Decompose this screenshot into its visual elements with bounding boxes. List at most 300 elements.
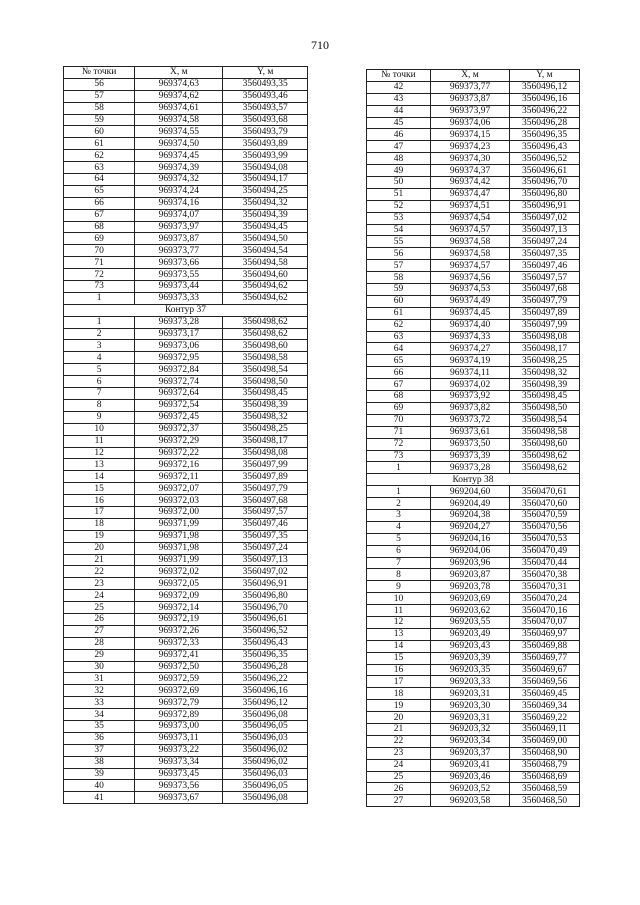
y-coordinate-cell: 3560496,12 bbox=[223, 697, 308, 709]
x-coordinate-cell: 969374,16 bbox=[135, 197, 223, 209]
point-number-cell: 12 bbox=[64, 447, 135, 459]
table-row bbox=[367, 676, 580, 688]
point-number-cell: 58 bbox=[367, 272, 431, 284]
table-row bbox=[64, 257, 308, 269]
y-coordinate-cell: 3560468,90 bbox=[510, 747, 580, 759]
y-coordinate-cell: 3560498,50 bbox=[510, 402, 580, 414]
x-coordinate-cell: 969204,60 bbox=[431, 486, 510, 498]
table-row bbox=[64, 114, 308, 126]
point-number-cell: 7 bbox=[64, 388, 135, 400]
table-row bbox=[64, 197, 308, 209]
x-coordinate-cell: 969373,67 bbox=[135, 792, 223, 804]
point-number-cell: 67 bbox=[64, 209, 135, 221]
y-coordinate-cell: 3560496,70 bbox=[510, 177, 580, 189]
point-number-cell: 1 bbox=[367, 486, 431, 498]
y-coordinate-cell: 3560496,16 bbox=[510, 93, 580, 105]
point-number-cell: 65 bbox=[64, 185, 135, 197]
x-coordinate-cell: 969373,55 bbox=[135, 269, 223, 281]
point-number-cell: 17 bbox=[64, 506, 135, 518]
point-number-cell: 68 bbox=[64, 221, 135, 233]
table-row bbox=[64, 613, 308, 625]
table-row bbox=[64, 281, 308, 293]
point-number-cell: 13 bbox=[367, 628, 431, 640]
table-row bbox=[64, 542, 308, 554]
x-coordinate-cell: 969372,09 bbox=[135, 590, 223, 602]
x-coordinate-cell: 969203,69 bbox=[431, 593, 510, 605]
x-coordinate-cell: 969374,62 bbox=[135, 90, 223, 102]
table-row bbox=[64, 566, 308, 578]
y-coordinate-cell: 3560497,46 bbox=[510, 260, 580, 272]
point-number-cell: 38 bbox=[64, 756, 135, 768]
y-coordinate-cell: 3560493,99 bbox=[223, 150, 308, 162]
x-coordinate-cell: 969374,37 bbox=[431, 165, 510, 177]
point-number-cell: 45 bbox=[367, 117, 431, 129]
point-number-cell: 59 bbox=[367, 284, 431, 296]
x-coordinate-cell: 969203,41 bbox=[431, 759, 510, 771]
point-number-cell: 72 bbox=[64, 269, 135, 281]
y-coordinate-cell: 3560496,03 bbox=[223, 732, 308, 744]
table-row bbox=[64, 649, 308, 661]
x-coordinate-cell: 969373,66 bbox=[135, 257, 223, 269]
point-number-cell: 13 bbox=[64, 459, 135, 471]
table-row bbox=[367, 260, 580, 272]
y-coordinate-cell: 3560470,61 bbox=[510, 486, 580, 498]
y-coordinate-cell: 3560498,60 bbox=[223, 340, 308, 352]
x-coordinate-cell: 969374,51 bbox=[431, 200, 510, 212]
point-number-cell: 21 bbox=[64, 554, 135, 566]
y-coordinate-cell: 3560494,62 bbox=[223, 292, 308, 304]
table-row bbox=[64, 328, 308, 340]
y-coordinate-cell: 3560497,13 bbox=[223, 554, 308, 566]
x-coordinate-cell: 969374,39 bbox=[135, 162, 223, 174]
x-coordinate-cell: 969373,72 bbox=[431, 414, 510, 426]
point-number-cell: 71 bbox=[64, 257, 135, 269]
x-coordinate-cell: 969371,98 bbox=[135, 530, 223, 542]
x-coordinate-cell: 969374,15 bbox=[431, 129, 510, 141]
point-number-cell: 11 bbox=[367, 605, 431, 617]
x-coordinate-cell: 969374,45 bbox=[431, 307, 510, 319]
point-number-cell: 19 bbox=[64, 530, 135, 542]
x-coordinate-cell: 969373,00 bbox=[135, 720, 223, 732]
point-number-cell: 5 bbox=[64, 364, 135, 376]
table-row bbox=[64, 709, 308, 721]
table-row bbox=[64, 459, 308, 471]
y-coordinate-cell: 3560494,54 bbox=[223, 245, 308, 257]
y-coordinate-cell: 3560496,35 bbox=[223, 649, 308, 661]
x-coordinate-cell: 969203,78 bbox=[431, 581, 510, 593]
point-number-cell: 51 bbox=[367, 188, 431, 200]
x-coordinate-cell: 969372,37 bbox=[135, 423, 223, 435]
point-number-cell: 64 bbox=[64, 174, 135, 186]
point-number-cell: 29 bbox=[64, 649, 135, 661]
y-coordinate-cell: 3560469,34 bbox=[510, 700, 580, 712]
table-row bbox=[367, 616, 580, 628]
table-row bbox=[64, 90, 308, 102]
y-coordinate-cell: 3560496,03 bbox=[223, 768, 308, 780]
table-row bbox=[367, 652, 580, 664]
x-coordinate-cell: 969372,59 bbox=[135, 673, 223, 685]
table-row bbox=[367, 486, 580, 498]
point-number-cell: 56 bbox=[367, 248, 431, 260]
x-coordinate-cell: 969374,32 bbox=[135, 174, 223, 186]
x-coordinate-cell: 969204,49 bbox=[431, 498, 510, 510]
point-number-cell: 71 bbox=[367, 426, 431, 438]
y-coordinate-cell: 3560470,38 bbox=[510, 569, 580, 581]
x-coordinate-cell: 969372,50 bbox=[135, 661, 223, 673]
y-coordinate-cell: 3560497,89 bbox=[223, 471, 308, 483]
point-number-cell: 8 bbox=[367, 569, 431, 581]
x-coordinate-cell: 969372,89 bbox=[135, 709, 223, 721]
table-row bbox=[64, 126, 308, 138]
table-row bbox=[367, 533, 580, 545]
table-row bbox=[64, 506, 308, 518]
x-coordinate-cell: 969203,39 bbox=[431, 652, 510, 664]
point-number-cell: 9 bbox=[367, 581, 431, 593]
table-row bbox=[367, 569, 580, 581]
x-coordinate-cell: 969372,26 bbox=[135, 625, 223, 637]
x-coordinate-cell: 969372,05 bbox=[135, 578, 223, 590]
point-number-cell: 22 bbox=[64, 566, 135, 578]
table-row bbox=[367, 414, 580, 426]
x-coordinate-cell: 969374,54 bbox=[431, 212, 510, 224]
x-coordinate-cell: 969203,43 bbox=[431, 640, 510, 652]
y-coordinate-cell: 3560498,50 bbox=[223, 376, 308, 388]
y-coordinate-cell: 3560497,99 bbox=[510, 319, 580, 331]
x-coordinate-cell: 969372,84 bbox=[135, 364, 223, 376]
point-number-cell: 60 bbox=[367, 295, 431, 307]
table-row bbox=[367, 450, 580, 462]
x-coordinate-cell: 969374,58 bbox=[431, 236, 510, 248]
point-number-cell: 60 bbox=[64, 126, 135, 138]
table-row bbox=[64, 376, 308, 388]
y-coordinate-cell: 3560497,13 bbox=[510, 224, 580, 236]
y-coordinate-cell: 3560496,28 bbox=[510, 117, 580, 129]
point-number-cell: 40 bbox=[64, 780, 135, 792]
x-coordinate-cell: 969372,41 bbox=[135, 649, 223, 661]
table-row bbox=[367, 759, 580, 771]
y-coordinate-cell: 3560469,00 bbox=[510, 735, 580, 747]
y-coordinate-cell: 3560498,08 bbox=[223, 447, 308, 459]
point-number-cell: 41 bbox=[64, 792, 135, 804]
point-number-cell: 14 bbox=[64, 471, 135, 483]
y-coordinate-cell: 3560496,43 bbox=[510, 141, 580, 153]
y-coordinate-cell: 3560469,97 bbox=[510, 628, 580, 640]
header-point-number: № точки bbox=[367, 70, 431, 82]
point-number-cell: 68 bbox=[367, 391, 431, 403]
table-row bbox=[64, 423, 308, 435]
point-number-cell: 66 bbox=[64, 197, 135, 209]
x-coordinate-cell: 969373,82 bbox=[431, 402, 510, 414]
x-coordinate-cell: 969372,79 bbox=[135, 697, 223, 709]
point-number-cell: 11 bbox=[64, 435, 135, 447]
x-coordinate-cell: 969374,58 bbox=[431, 248, 510, 260]
y-coordinate-cell: 3560497,99 bbox=[223, 459, 308, 471]
table-row bbox=[367, 200, 580, 212]
point-number-cell: 57 bbox=[64, 90, 135, 102]
table-row bbox=[367, 402, 580, 414]
table-row bbox=[64, 399, 308, 411]
y-coordinate-cell: 3560470,59 bbox=[510, 509, 580, 521]
x-coordinate-cell: 969374,53 bbox=[431, 284, 510, 296]
y-coordinate-cell: 3560498,32 bbox=[223, 411, 308, 423]
x-coordinate-cell: 969373,44 bbox=[135, 281, 223, 293]
y-coordinate-cell: 3560470,24 bbox=[510, 593, 580, 605]
point-number-cell: 61 bbox=[64, 138, 135, 150]
table-row bbox=[64, 578, 308, 590]
y-coordinate-cell: 3560493,35 bbox=[223, 78, 308, 90]
y-coordinate-cell: 3560493,89 bbox=[223, 138, 308, 150]
x-coordinate-cell: 969373,39 bbox=[431, 450, 510, 462]
table-row bbox=[367, 783, 580, 795]
point-number-cell: 44 bbox=[367, 105, 431, 117]
y-coordinate-cell: 3560498,17 bbox=[510, 343, 580, 355]
x-coordinate-cell: 969373,34 bbox=[135, 756, 223, 768]
table-row bbox=[64, 661, 308, 673]
y-coordinate-cell: 3560498,58 bbox=[510, 426, 580, 438]
y-coordinate-cell: 3560496,80 bbox=[510, 188, 580, 200]
x-coordinate-cell: 969373,97 bbox=[431, 105, 510, 117]
y-coordinate-cell: 3560498,54 bbox=[510, 414, 580, 426]
x-coordinate-cell: 969203,87 bbox=[431, 569, 510, 581]
x-coordinate-cell: 969373,33 bbox=[135, 292, 223, 304]
y-coordinate-cell: 3560498,45 bbox=[223, 388, 308, 400]
y-coordinate-cell: 3560468,59 bbox=[510, 783, 580, 795]
point-number-cell: 28 bbox=[64, 637, 135, 649]
table-row bbox=[64, 780, 308, 792]
point-number-cell: 5 bbox=[367, 533, 431, 545]
table-row bbox=[367, 117, 580, 129]
point-number-cell: 7 bbox=[367, 557, 431, 569]
table-row bbox=[367, 509, 580, 521]
table-row bbox=[367, 188, 580, 200]
table-row bbox=[64, 447, 308, 459]
point-number-cell: 10 bbox=[367, 593, 431, 605]
contour-label: Контур 37 bbox=[64, 304, 308, 316]
point-number-cell: 23 bbox=[64, 578, 135, 590]
x-coordinate-cell: 969374,45 bbox=[135, 150, 223, 162]
table-row bbox=[64, 483, 308, 495]
point-number-cell: 67 bbox=[367, 379, 431, 391]
point-number-cell: 59 bbox=[64, 114, 135, 126]
point-number-cell: 39 bbox=[64, 768, 135, 780]
y-coordinate-cell: 3560496,91 bbox=[510, 200, 580, 212]
y-coordinate-cell: 3560496,61 bbox=[510, 165, 580, 177]
x-coordinate-cell: 969372,45 bbox=[135, 411, 223, 423]
table-row bbox=[64, 102, 308, 114]
x-coordinate-cell: 969203,35 bbox=[431, 664, 510, 676]
point-number-cell: 54 bbox=[367, 224, 431, 236]
x-coordinate-cell: 969374,40 bbox=[431, 319, 510, 331]
point-number-cell: 15 bbox=[64, 483, 135, 495]
x-coordinate-cell: 969203,34 bbox=[431, 735, 510, 747]
y-coordinate-cell: 3560497,24 bbox=[510, 236, 580, 248]
table-row bbox=[64, 316, 308, 328]
y-coordinate-cell: 3560497,68 bbox=[223, 495, 308, 507]
table-row bbox=[367, 355, 580, 367]
point-number-cell: 1 bbox=[64, 292, 135, 304]
y-coordinate-cell: 3560469,56 bbox=[510, 676, 580, 688]
table-row bbox=[64, 602, 308, 614]
table-body bbox=[64, 78, 308, 803]
y-coordinate-cell: 3560498,62 bbox=[223, 316, 308, 328]
point-number-cell: 37 bbox=[64, 744, 135, 756]
table-row bbox=[64, 792, 308, 804]
y-coordinate-cell: 3560497,02 bbox=[223, 566, 308, 578]
point-number-cell: 14 bbox=[367, 640, 431, 652]
table-row bbox=[64, 625, 308, 637]
point-number-cell: 63 bbox=[367, 331, 431, 343]
x-coordinate-cell: 969373,17 bbox=[135, 328, 223, 340]
header-y: Y, м bbox=[223, 67, 308, 79]
table-row bbox=[367, 700, 580, 712]
table-row bbox=[367, 688, 580, 700]
point-number-cell: 70 bbox=[367, 414, 431, 426]
table-row bbox=[367, 521, 580, 533]
point-number-cell: 3 bbox=[367, 509, 431, 521]
point-number-cell: 50 bbox=[367, 177, 431, 189]
point-number-cell: 4 bbox=[64, 352, 135, 364]
y-coordinate-cell: 3560493,68 bbox=[223, 114, 308, 126]
table-row bbox=[64, 269, 308, 281]
x-coordinate-cell: 969203,55 bbox=[431, 616, 510, 628]
y-coordinate-cell: 3560494,08 bbox=[223, 162, 308, 174]
point-number-cell: 22 bbox=[367, 735, 431, 747]
y-coordinate-cell: 3560496,02 bbox=[223, 756, 308, 768]
y-coordinate-cell: 3560497,57 bbox=[510, 272, 580, 284]
table-row bbox=[367, 593, 580, 605]
x-coordinate-cell: 969372,95 bbox=[135, 352, 223, 364]
table-row bbox=[367, 177, 580, 189]
point-number-cell: 16 bbox=[64, 495, 135, 507]
y-coordinate-cell: 3560497,35 bbox=[510, 248, 580, 260]
table-header-row bbox=[64, 67, 308, 79]
header-y: Y, м bbox=[510, 70, 580, 82]
y-coordinate-cell: 3560469,22 bbox=[510, 712, 580, 724]
table-row bbox=[64, 233, 308, 245]
x-coordinate-cell: 969371,99 bbox=[135, 554, 223, 566]
table-row bbox=[367, 391, 580, 403]
y-coordinate-cell: 3560498,58 bbox=[223, 352, 308, 364]
table-row bbox=[367, 735, 580, 747]
table-row bbox=[367, 295, 580, 307]
point-number-cell: 55 bbox=[367, 236, 431, 248]
x-coordinate-cell: 969373,77 bbox=[431, 81, 510, 93]
point-number-cell: 25 bbox=[367, 771, 431, 783]
y-coordinate-cell: 3560496,05 bbox=[223, 780, 308, 792]
point-number-cell: 36 bbox=[64, 732, 135, 744]
header-x: X, м bbox=[135, 67, 223, 79]
x-coordinate-cell: 969372,64 bbox=[135, 388, 223, 400]
x-coordinate-cell: 969373,28 bbox=[135, 316, 223, 328]
point-number-cell: 62 bbox=[367, 319, 431, 331]
y-coordinate-cell: 3560493,57 bbox=[223, 102, 308, 114]
y-coordinate-cell: 3560497,68 bbox=[510, 284, 580, 296]
point-number-cell: 25 bbox=[64, 602, 135, 614]
x-coordinate-cell: 969372,74 bbox=[135, 376, 223, 388]
table-row bbox=[64, 221, 308, 233]
point-number-cell: 69 bbox=[367, 402, 431, 414]
table-row bbox=[367, 723, 580, 735]
point-number-cell: 2 bbox=[367, 498, 431, 510]
x-coordinate-cell: 969374,63 bbox=[135, 78, 223, 90]
point-number-cell: 20 bbox=[367, 712, 431, 724]
point-number-cell: 66 bbox=[367, 367, 431, 379]
y-coordinate-cell: 3560497,24 bbox=[223, 542, 308, 554]
table-row bbox=[64, 744, 308, 756]
point-number-cell: 24 bbox=[64, 590, 135, 602]
table-row bbox=[64, 685, 308, 697]
table-row bbox=[367, 319, 580, 331]
table-row bbox=[367, 640, 580, 652]
y-coordinate-cell: 3560498,25 bbox=[510, 355, 580, 367]
y-coordinate-cell: 3560498,62 bbox=[510, 462, 580, 474]
point-number-cell: 47 bbox=[367, 141, 431, 153]
table-row bbox=[367, 426, 580, 438]
x-coordinate-cell: 969204,06 bbox=[431, 545, 510, 557]
point-number-cell: 8 bbox=[64, 399, 135, 411]
x-coordinate-cell: 969373,56 bbox=[135, 780, 223, 792]
x-coordinate-cell: 969372,02 bbox=[135, 566, 223, 578]
table-row bbox=[64, 174, 308, 186]
table-row bbox=[367, 771, 580, 783]
point-number-cell: 69 bbox=[64, 233, 135, 245]
x-coordinate-cell: 969203,31 bbox=[431, 688, 510, 700]
x-coordinate-cell: 969203,96 bbox=[431, 557, 510, 569]
contour-header-row bbox=[367, 474, 580, 486]
y-coordinate-cell: 3560498,39 bbox=[510, 379, 580, 391]
table-body bbox=[367, 81, 580, 806]
y-coordinate-cell: 3560468,50 bbox=[510, 795, 580, 807]
point-number-cell: 6 bbox=[64, 376, 135, 388]
x-coordinate-cell: 969372,16 bbox=[135, 459, 223, 471]
x-coordinate-cell: 969374,02 bbox=[431, 379, 510, 391]
table-row bbox=[64, 768, 308, 780]
x-coordinate-cell: 969374,23 bbox=[431, 141, 510, 153]
table-row bbox=[367, 712, 580, 724]
point-number-cell: 3 bbox=[64, 340, 135, 352]
y-coordinate-cell: 3560498,54 bbox=[223, 364, 308, 376]
table-row bbox=[64, 590, 308, 602]
y-coordinate-cell: 3560496,91 bbox=[223, 578, 308, 590]
table-row bbox=[367, 367, 580, 379]
x-coordinate-cell: 969373,45 bbox=[135, 768, 223, 780]
x-coordinate-cell: 969373,77 bbox=[135, 245, 223, 257]
x-coordinate-cell: 969372,00 bbox=[135, 506, 223, 518]
table-row bbox=[367, 307, 580, 319]
y-coordinate-cell: 3560498,39 bbox=[223, 399, 308, 411]
y-coordinate-cell: 3560468,69 bbox=[510, 771, 580, 783]
point-number-cell: 73 bbox=[64, 281, 135, 293]
point-number-cell: 1 bbox=[64, 316, 135, 328]
point-number-cell: 6 bbox=[367, 545, 431, 557]
point-number-cell: 19 bbox=[367, 700, 431, 712]
x-coordinate-cell: 969203,32 bbox=[431, 723, 510, 735]
coordinates-table-left bbox=[63, 66, 308, 804]
x-coordinate-cell: 969372,22 bbox=[135, 447, 223, 459]
point-number-cell: 48 bbox=[367, 153, 431, 165]
table-row bbox=[64, 518, 308, 530]
y-coordinate-cell: 3560498,60 bbox=[510, 438, 580, 450]
point-number-cell: 35 bbox=[64, 720, 135, 732]
table-row bbox=[64, 150, 308, 162]
y-coordinate-cell: 3560469,45 bbox=[510, 688, 580, 700]
y-coordinate-cell: 3560470,56 bbox=[510, 521, 580, 533]
x-coordinate-cell: 969374,19 bbox=[431, 355, 510, 367]
header-point-number: № точки bbox=[64, 67, 135, 79]
table-row bbox=[367, 272, 580, 284]
table-header-row bbox=[367, 70, 580, 82]
table-row bbox=[64, 720, 308, 732]
